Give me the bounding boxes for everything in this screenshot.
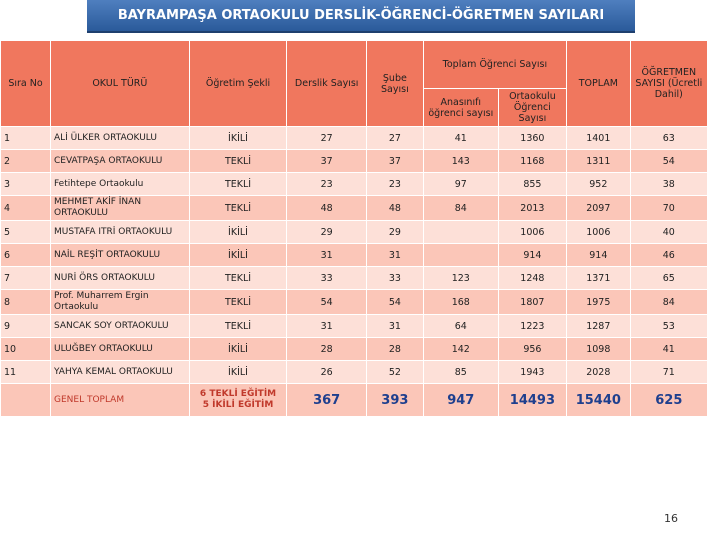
teaching-mode-cell: İKİLİ bbox=[189, 361, 287, 384]
table-row bbox=[1, 221, 708, 244]
preschool-count-cell: 143 bbox=[423, 150, 498, 173]
header-toplam-ogrenci: Toplam Öğrenci Sayısı bbox=[423, 41, 566, 89]
page-number: 16 bbox=[664, 512, 678, 525]
middle-school-count-cell: 1168 bbox=[498, 150, 566, 173]
branch-count-cell: 52 bbox=[366, 361, 423, 384]
teacher-count-cell: 65 bbox=[630, 267, 707, 290]
total-mode bbox=[189, 384, 287, 417]
classroom-count-cell: 29 bbox=[287, 221, 367, 244]
preschool-count-cell: 85 bbox=[423, 361, 498, 384]
middle-school-count-cell: 1943 bbox=[498, 361, 566, 384]
total-row bbox=[1, 384, 708, 417]
classroom-count-cell: 23 bbox=[287, 173, 367, 196]
school-name-cell: MEHMET AKİF İNAN ORTAOKULU bbox=[51, 196, 190, 221]
row-number-cell: 4 bbox=[1, 196, 51, 221]
row-number-cell: 6 bbox=[1, 244, 51, 267]
teaching-mode-cell: TEKLİ bbox=[189, 196, 287, 221]
preschool-count-cell: 64 bbox=[423, 315, 498, 338]
branch-count-cell: 29 bbox=[366, 221, 423, 244]
student-total-cell: 2028 bbox=[567, 361, 631, 384]
teacher-count-cell: 40 bbox=[630, 221, 707, 244]
teacher-count-cell: 38 bbox=[630, 173, 707, 196]
school-name-cell: NAİL REŞİT ORTAOKULU bbox=[51, 244, 190, 267]
student-total-cell: 1098 bbox=[567, 338, 631, 361]
total-toplam: 15440 bbox=[567, 384, 631, 417]
classroom-count-cell: 31 bbox=[287, 315, 367, 338]
table-row bbox=[1, 173, 708, 196]
total-no-cell bbox=[1, 384, 51, 417]
branch-count-cell: 37 bbox=[366, 150, 423, 173]
header-ogretmen: ÖĞRETMEN SAYISI (Ücretli Dahil) bbox=[630, 41, 707, 127]
row-number-cell: 3 bbox=[1, 173, 51, 196]
preschool-count-cell: 168 bbox=[423, 290, 498, 315]
header-sira-no: Sıra No bbox=[1, 41, 51, 127]
row-number-cell: 10 bbox=[1, 338, 51, 361]
branch-count-cell: 27 bbox=[366, 127, 423, 150]
teaching-mode-cell: TEKLİ bbox=[189, 173, 287, 196]
classroom-count-cell: 54 bbox=[287, 290, 367, 315]
preschool-count-cell: 142 bbox=[423, 338, 498, 361]
teacher-count-cell: 70 bbox=[630, 196, 707, 221]
table-row bbox=[1, 150, 708, 173]
school-name-cell: ULUĞBEY ORTAOKULU bbox=[51, 338, 190, 361]
classroom-count-cell: 31 bbox=[287, 244, 367, 267]
school-name-cell: NURİ ÖRS ORTAOKULU bbox=[51, 267, 190, 290]
row-number-cell: 1 bbox=[1, 127, 51, 150]
teaching-mode-cell: İKİLİ bbox=[189, 338, 287, 361]
total-derslik: 367 bbox=[287, 384, 367, 417]
branch-count-cell: 28 bbox=[366, 338, 423, 361]
header-ortaokulu: Ortaokulu Öğrenci Sayısı bbox=[498, 89, 566, 127]
school-name-cell: Fetihtepe Ortaokulu bbox=[51, 173, 190, 196]
teaching-mode-cell: TEKLİ bbox=[189, 267, 287, 290]
student-total-cell: 2097 bbox=[567, 196, 631, 221]
header-derslik: Derslik Sayısı bbox=[287, 41, 367, 127]
teacher-count-cell: 71 bbox=[630, 361, 707, 384]
preschool-count-cell bbox=[423, 221, 498, 244]
branch-count-cell: 31 bbox=[366, 244, 423, 267]
student-total-cell: 1311 bbox=[567, 150, 631, 173]
branch-count-cell: 23 bbox=[366, 173, 423, 196]
teaching-mode-cell: TEKLİ bbox=[189, 315, 287, 338]
school-name-cell: YAHYA KEMAL ORTAOKULU bbox=[51, 361, 190, 384]
student-total-cell: 1371 bbox=[567, 267, 631, 290]
preschool-count-cell: 41 bbox=[423, 127, 498, 150]
middle-school-count-cell: 855 bbox=[498, 173, 566, 196]
middle-school-count-cell: 1223 bbox=[498, 315, 566, 338]
table-row bbox=[1, 267, 708, 290]
middle-school-count-cell: 914 bbox=[498, 244, 566, 267]
middle-school-count-cell: 2013 bbox=[498, 196, 566, 221]
row-number-cell: 8 bbox=[1, 290, 51, 315]
teacher-count-cell: 54 bbox=[630, 150, 707, 173]
total-ortaokul: 14493 bbox=[498, 384, 566, 417]
header-ogretim-sekli: Öğretim Şekli bbox=[189, 41, 287, 127]
total-mode-line1: 6 TEKLİ EĞİTİM bbox=[199, 389, 277, 399]
classroom-count-cell: 48 bbox=[287, 196, 367, 221]
teaching-mode-cell: TEKLİ bbox=[189, 150, 287, 173]
school-name-cell: CEVATPAŞA ORTAOKULU bbox=[51, 150, 190, 173]
branch-count-cell: 31 bbox=[366, 315, 423, 338]
teacher-count-cell: 53 bbox=[630, 315, 707, 338]
student-total-cell: 952 bbox=[567, 173, 631, 196]
total-anasinifi: 947 bbox=[423, 384, 498, 417]
school-statistics-table bbox=[0, 40, 708, 417]
table-row bbox=[1, 361, 708, 384]
row-number-cell: 2 bbox=[1, 150, 51, 173]
branch-count-cell: 33 bbox=[366, 267, 423, 290]
teaching-mode-cell: İKİLİ bbox=[189, 244, 287, 267]
row-number-cell: 7 bbox=[1, 267, 51, 290]
teacher-count-cell: 41 bbox=[630, 338, 707, 361]
student-total-cell: 1401 bbox=[567, 127, 631, 150]
middle-school-count-cell: 956 bbox=[498, 338, 566, 361]
header-toplam: TOPLAM bbox=[567, 41, 631, 127]
total-sube: 393 bbox=[366, 384, 423, 417]
table-row bbox=[1, 244, 708, 267]
teaching-mode-cell: İKİLİ bbox=[189, 221, 287, 244]
row-number-cell: 11 bbox=[1, 361, 51, 384]
table-row bbox=[1, 196, 708, 221]
middle-school-count-cell: 1248 bbox=[498, 267, 566, 290]
classroom-count-cell: 27 bbox=[287, 127, 367, 150]
classroom-count-cell: 37 bbox=[287, 150, 367, 173]
total-mode-line2: 5 İKİLİ EĞİTİM bbox=[202, 400, 274, 410]
teaching-mode-cell: TEKLİ bbox=[189, 290, 287, 315]
student-total-cell: 914 bbox=[567, 244, 631, 267]
header-anasinifi: Anasınıfı öğrenci sayısı bbox=[423, 89, 498, 127]
middle-school-count-cell: 1006 bbox=[498, 221, 566, 244]
total-ogretmen: 625 bbox=[630, 384, 707, 417]
school-table-container bbox=[0, 40, 708, 417]
table-row bbox=[1, 338, 708, 361]
school-name-cell: MUSTAFA ITRİ ORTAOKULU bbox=[51, 221, 190, 244]
student-total-cell: 1287 bbox=[567, 315, 631, 338]
page-title: BAYRAMPAŞA ORTAOKULU DERSLİK-ÖĞRENCİ-ÖĞRETMEN SAYILARI bbox=[87, 0, 635, 33]
table-row bbox=[1, 290, 708, 315]
teacher-count-cell: 63 bbox=[630, 127, 707, 150]
school-name-cell: SANCAK SOY ORTAOKULU bbox=[51, 315, 190, 338]
branch-count-cell: 48 bbox=[366, 196, 423, 221]
header-sube: Şube Sayısı bbox=[366, 41, 423, 127]
teaching-mode-cell: İKİLİ bbox=[189, 127, 287, 150]
teacher-count-cell: 84 bbox=[630, 290, 707, 315]
middle-school-count-cell: 1807 bbox=[498, 290, 566, 315]
preschool-count-cell: 123 bbox=[423, 267, 498, 290]
table-row bbox=[1, 315, 708, 338]
preschool-count-cell bbox=[423, 244, 498, 267]
branch-count-cell: 54 bbox=[366, 290, 423, 315]
teacher-count-cell: 46 bbox=[630, 244, 707, 267]
classroom-count-cell: 28 bbox=[287, 338, 367, 361]
student-total-cell: 1006 bbox=[567, 221, 631, 244]
header-okul-turu: OKUL TÜRÜ bbox=[51, 41, 190, 127]
table-row bbox=[1, 127, 708, 150]
school-name-cell: ALİ ÜLKER ORTAOKULU bbox=[51, 127, 190, 150]
classroom-count-cell: 33 bbox=[287, 267, 367, 290]
total-label: GENEL TOPLAM bbox=[51, 384, 190, 417]
school-name-cell: Prof. Muharrem Ergin Ortaokulu bbox=[51, 290, 190, 315]
middle-school-count-cell: 1360 bbox=[498, 127, 566, 150]
preschool-count-cell: 97 bbox=[423, 173, 498, 196]
student-total-cell: 1975 bbox=[567, 290, 631, 315]
classroom-count-cell: 26 bbox=[287, 361, 367, 384]
row-number-cell: 5 bbox=[1, 221, 51, 244]
preschool-count-cell: 84 bbox=[423, 196, 498, 221]
row-number-cell: 9 bbox=[1, 315, 51, 338]
